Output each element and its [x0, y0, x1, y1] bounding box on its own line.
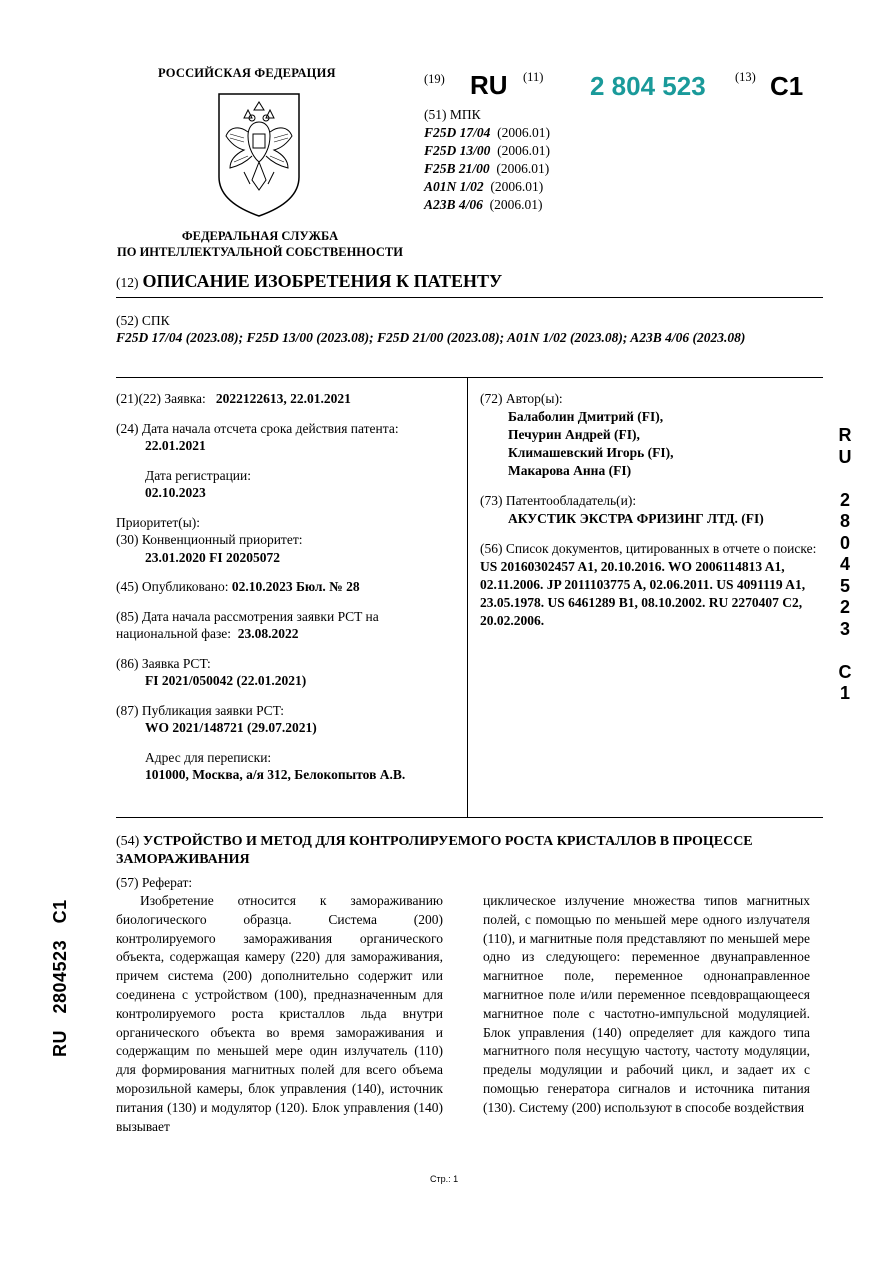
citations-info: (56) Список документов, цитированных в отчете о поиске: US 20160302457 A1, 20.10.2016. WO 2006114813 A1, 02.11.2006. JP 2011103775 A, 02.06.2011. US 4091119 A1, 23.05.1978. US 6461289 B1, 08.10.2002. RU 2270407 C2, 20.02.2006.	[480, 541, 817, 628]
bibliographic-right	[480, 390, 820, 642]
mpk-label: (51) МПК	[424, 107, 481, 122]
agency-line-1: ФЕДЕРАЛЬНАЯ СЛУЖБА	[181, 229, 339, 243]
side-number-right: R U 2 8 0 4 5 2 3 C 1	[838, 425, 852, 703]
mpk-row: A01N 1/02 (2006.01)	[424, 179, 544, 194]
column-divider	[467, 377, 468, 817]
authors-info: (72) Автор(ы): Балаболин Дмитрий (FI), Печурин Андрей (FI), Климашевский Игорь (FI), Макарова Анна (FI)	[480, 391, 674, 478]
side-number-left: RU 2804523 C1	[50, 899, 70, 1057]
country-name: РОССИЙСКАЯ ФЕДЕРАЦИЯ	[158, 66, 336, 80]
abstract-left: Изобретение относится к замораживанию биологического образца. Система (200) контролируемого замораживания органического объекта, содержащая камеру (220) для замораживания, причем система (200) дополнительно содержит или соединена с устройством (100), предназначенным для контролируемого роста кристаллов льда внутри органического объекта во время замораживания и содержащим по меньшей мере один излучатель (110) для формирования магнитных полей для всего объема морозильной камеры, блок управления (140), источник питания (130) и модулятор (120). Блок управления (140) вызывает	[116, 893, 443, 1134]
code-19: (19)	[424, 72, 445, 86]
patent-number: 2 804 523	[590, 71, 706, 101]
registration-info: Дата регистрации: 02.10.2023	[145, 467, 252, 500]
pct-app-info: (86) Заявка PCT: FI 2021/050042 (22.01.2021)	[116, 655, 307, 688]
agency-name	[95, 228, 425, 260]
priority-label: Приоритет(ы):	[116, 514, 201, 530]
divider	[116, 817, 823, 818]
mpk-row: F25B 21/00 (2006.01)	[424, 161, 550, 176]
pct-national-info: (85) Дата начала рассмотрения заявки PCT на национальной фазе: 23.08.2022	[116, 608, 379, 641]
russian-coat-of-arms-icon	[214, 92, 304, 218]
invention-title: (54) УСТРОЙСТВО И МЕТОД ДЛЯ КОНТРОЛИРУЕМОГО РОСТА КРИСТАЛЛОВ В ПРОЦЕССЕ ЗАМОРАЖИВАНИЯ	[116, 834, 753, 867]
kind-code: C1	[770, 71, 804, 101]
mpk-row: F25D 13/00 (2006.01)	[424, 143, 551, 158]
abstract-right: циклическое излучение множества типов магнитных полей, с помощью по меньшей мере одного излучателя (110), и магнитные поля представляют по меньшей мере одно из следующего: переменное двунаправленное магнитное поле, переменное однонаправленное магнитное поле и/или переменное псевдовращающееся магнитное поле с частотно-импульсной модуляцией. Блок управления (140) определяет для каждого типа магнитного поля несущую частоту, частоту модуляции, пределы модуляции и рабочий цикл, и задает их с помощью генератора сигналов и источника питания (130). Систему (200) используют в способе воздействия	[483, 893, 810, 1115]
abstract-label: (57) Реферат:	[116, 875, 193, 890]
spk-block	[116, 312, 826, 346]
mpk-block	[424, 106, 550, 214]
published-info: (45) Опубликовано: 02.10.2023 Бюл. № 28	[116, 579, 360, 594]
address-info: Адрес для переписки: 101000, Москва, а/я 312, Белокопытов А.В.	[145, 749, 406, 782]
pct-pub-info: (87) Публикация заявки PCT: WO 2021/148721 (29.07.2021)	[116, 702, 317, 735]
page-number: Стр.: 1	[430, 1174, 459, 1184]
application-info: (21)(22) Заявка: 2022122613, 22.01.2021	[116, 391, 351, 406]
mpk-row: A23B 4/06 (2006.01)	[424, 197, 543, 212]
holder-info: (73) Патентообладатель(и): АКУСТИК ЭКСТРА ФРИЗИНГ ЛТД. (FI)	[480, 493, 764, 526]
code-11: (11)	[523, 70, 544, 84]
code-13: (13)	[735, 70, 756, 84]
country-code: RU	[470, 70, 508, 100]
divider	[116, 297, 823, 298]
mpk-row: F25D 17/04 (2006.01)	[424, 125, 551, 140]
bibliographic-left	[116, 390, 461, 796]
conv-priority-info: (30) Конвенционный приоритет: 23.01.2020 FI 20205072	[116, 532, 303, 565]
document-title: (12) ОПИСАНИЕ ИЗОБРЕТЕНИЯ К ПАТЕНТУ	[116, 271, 503, 291]
divider	[116, 377, 823, 378]
spk-label: (52) СПК	[116, 313, 170, 328]
spk-codes: F25D 17/04 (2023.08); F25D 13/00 (2023.08); F25D 21/00 (2023.08); A01N 1/02 (2023.08); A23B 4/06 (2023.08)	[116, 330, 746, 345]
agency-line-2: ПО ИНТЕЛЛЕКТУАЛЬНОЙ СОБСТВЕННОСТИ	[117, 245, 403, 259]
term-start-info: (24) Дата начала отсчета срока действия патента: 22.01.2021	[116, 420, 399, 453]
